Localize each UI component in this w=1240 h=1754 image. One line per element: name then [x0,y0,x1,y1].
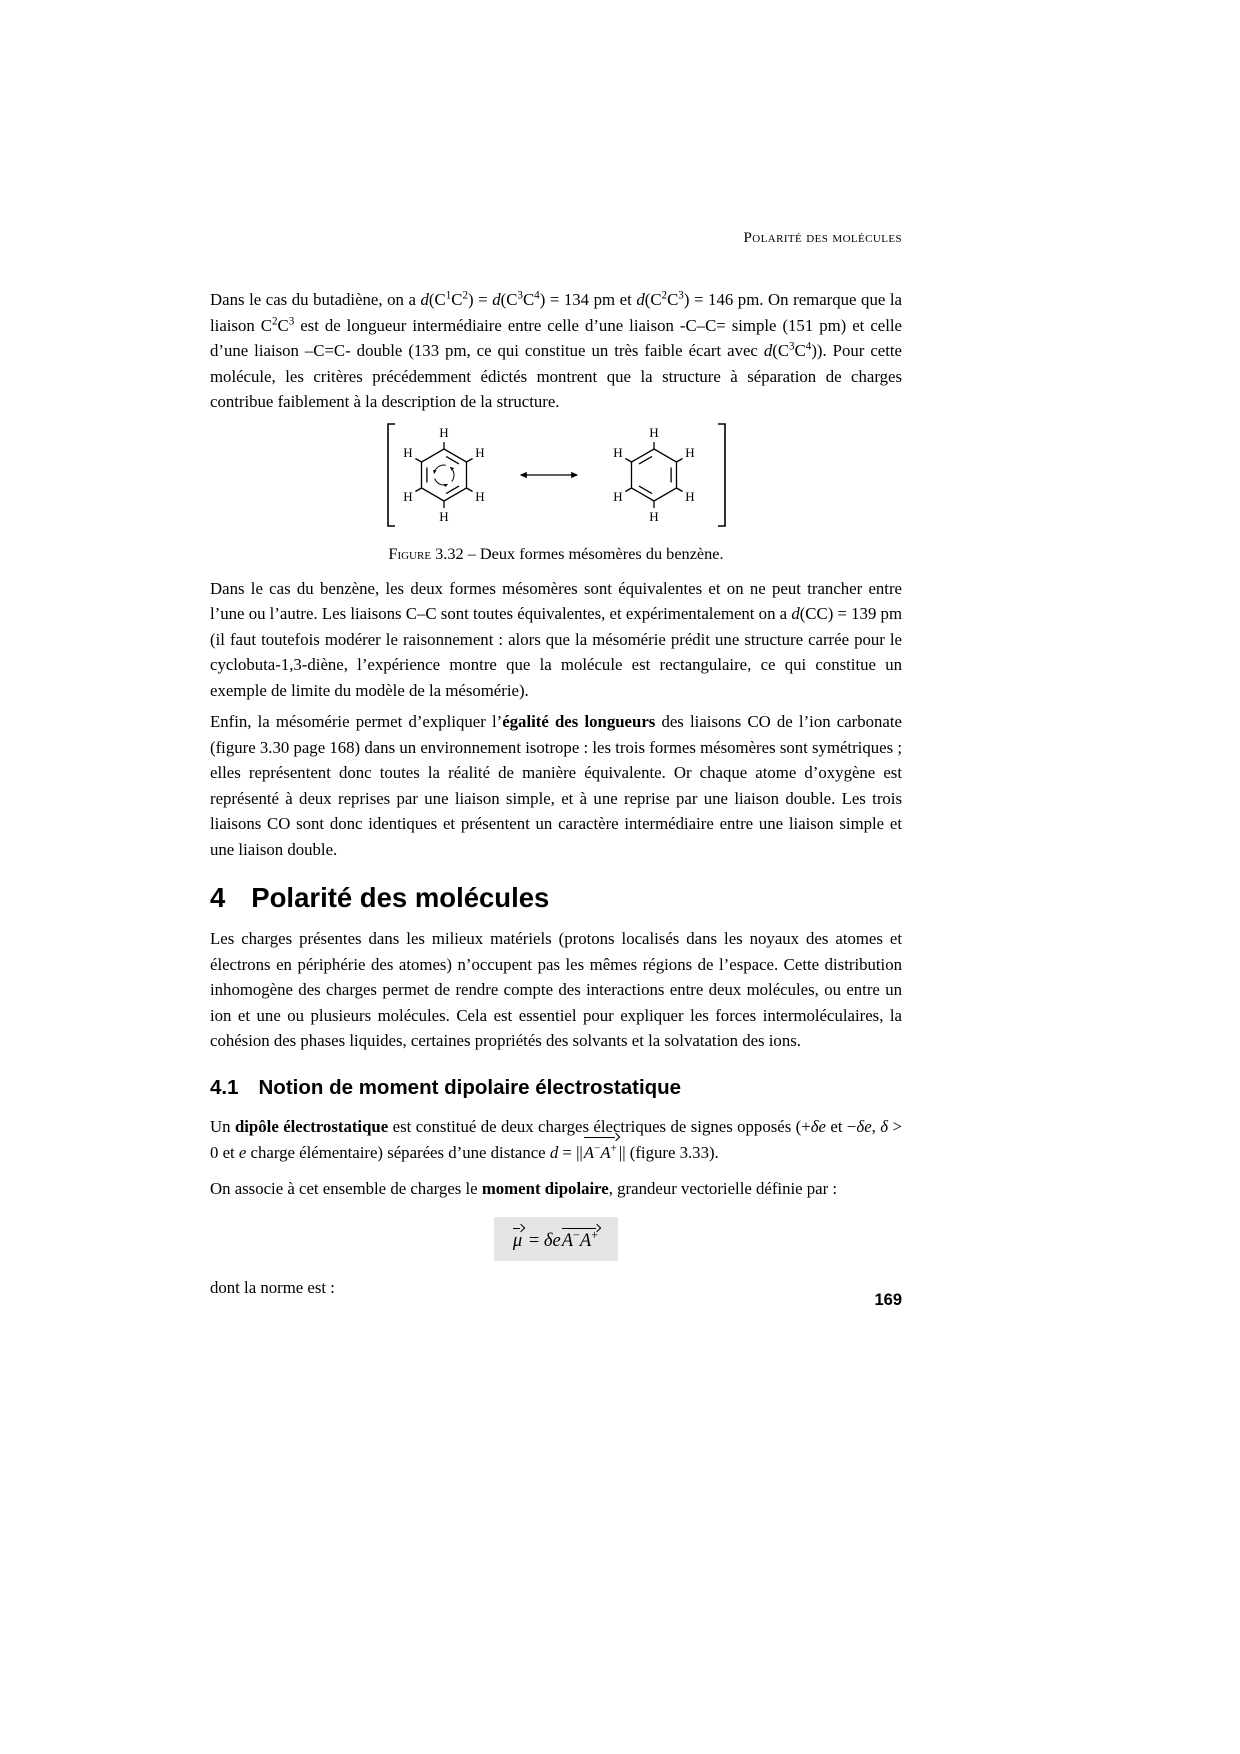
running-head: Polarité des molécules [743,230,902,246]
benzene-form-left [415,442,472,508]
h-atom-label: H [474,488,485,504]
h-atom-label: H [438,508,449,524]
page-content [210,230,902,1301]
benzene-form-right [625,442,682,508]
h-atom-label: H [402,488,413,504]
equation-row [210,1217,902,1261]
double-bond [639,486,652,494]
benzene-mesomers-diagram [384,419,729,531]
section-4-1-title: Notion de moment dipolaire électrostatique [258,1075,682,1099]
h-atom-label: H [612,444,623,460]
ch-bond [466,488,472,492]
left-h-labels [403,425,484,524]
paragraph-benzene: Dans le cas du benzène, les deux formes mésomères sont équivalentes et on ne peut trancher entre l’une ou l’autre. Les liaisons C–C sont toutes équivalentes, et expérimentalement on a d(CC) = 139 pm (il faut toutefois modérer le raisonnement : alors que la mésomérie prédit une structure carrée pour le cyclobuta-1,3-diène, l’expérience montre que la molécule est rectangulaire, ce qui constitue un exemple de limite du modèle de la mésomérie). [210,578,902,700]
section-4-1-number: 4.1 [210,1075,239,1099]
ch-bond [625,488,631,492]
ch-bond [415,488,421,492]
h-atom-label: H [612,488,623,504]
section-4-heading [210,882,902,914]
figure-3-32 [210,419,902,564]
h-atom-label: H [402,444,413,460]
h-atom-label: H [648,508,659,524]
h-atom-label: H [684,444,695,460]
ch-bond [466,458,472,462]
ch-bond [676,458,682,462]
left-bracket [388,424,395,526]
h-atom-label: H [648,424,659,440]
paragraph-norme: dont la norme est : [210,1278,335,1297]
dipole-moment-equation: μ = δeA−A+ [494,1217,618,1261]
right-bracket [718,424,725,526]
benzene-ring [631,449,676,501]
figure-caption-label: Figure 3.32 [388,543,464,563]
double-bond [639,456,652,464]
ch-bond [676,488,682,492]
paragraph-charges: Les charges présentes dans les milieux matériels (protons localisés dans les noyaux des atomes et électrons en périphérie des atomes) n’occupent pas les mêmes régions de l’espace. Cette distribution inhomogène des charges permet de rendre compte des interactions entre deux molécules, ou entre un ion et une ou plusieurs molécules. Cela est essentiel pour expliquer les forces intermoléculaires, la cohésion des phases liquides, certaines propriétés des solvants et la solvatation des ions. [210,929,902,1050]
ch-bond [625,458,631,462]
ch-bond [415,458,421,462]
figure-caption-text: – Deux formes mésomères du benzène. [463,543,724,563]
section-4-number: 4 [210,882,226,913]
curved-arrow [434,478,447,485]
page-number: 169 [874,1291,902,1309]
paragraph-carbonate: Enfin, la mésomérie permet d’expliquer l’égalité des longueurs des liaisons CO de l’ion carbonate (figure 3.30 page 168) dans un environnement isotrope : les trois formes mésomères sont symétriques ; elles représentent donc toutes la réalité de manière équivalente. Or chaque atome d’oxygène est représenté à deux reprises par une liaison simple, et à une reprise par une liaison double. Les trois liaisons CO sont donc identiques et présentent un caractère intermédiaire entre une liaison simple et une liaison double. [210,712,902,859]
paragraph-butadiene: Dans le cas du butadiène, on a $d(C^1C^2) = d(C^3C^4) = 134$ pm et $d(C^2C^3) = 146$ pm. On remarque que la liaison $C^2C^3$ est de longueur intermédiaire entre celle d’une liaison -C–C= simple (151 pm) et celle d’une liaison –C=C- double (133 pm, ce qui constitue un très faible écart avec $d(C^3C^4)$). Pour cette molécule, les critères précédemment édictés montrent que la structure à séparation de charges contribue faiblement à la description de la structure. [210,289,903,411]
curved-arrow [434,465,446,473]
h-atom-label: H [474,444,485,460]
figure-caption [210,544,902,564]
curved-arrow [450,467,454,481]
mesomeric-electron-arrows [434,465,454,485]
h-atom-label: H [438,424,449,440]
h-atom-label: H [684,488,695,504]
right-h-labels [613,425,694,524]
section-4-1-heading [210,1076,902,1100]
double-bond [446,486,459,494]
paragraph-dipole: Un dipôle électrostatique est constitué de deux charges électriques de signes opposés (+δe et −δe, δ > 0 et e charge élémentaire) séparées d’une distance d = ||A−A+ || (figure 3.33). [210,1114,902,1166]
section-4-title: Polarité des molécules [251,882,550,913]
benzene-ring [421,449,466,501]
double-bond [446,456,459,464]
paragraph-moment: On associe à cet ensemble de charges le moment dipolaire, grandeur vectorielle définie par : [210,1178,838,1198]
